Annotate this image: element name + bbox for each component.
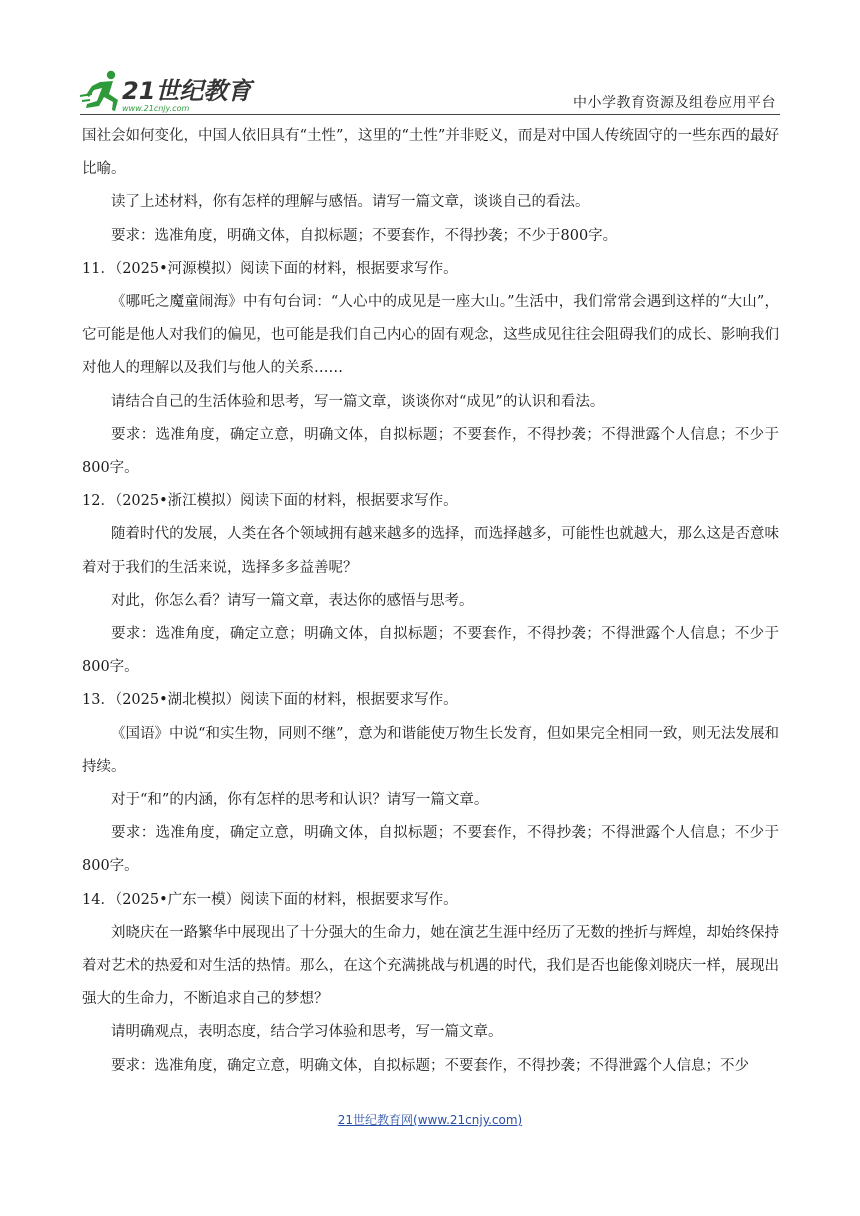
question-13-requirements: 要求：选准角度，确定立意，明确文体，自拟标题；不要套作，不得抄袭；不得泄露个人信息；不少于800字。	[82, 825, 779, 875]
platform-name: 中小学教育资源及组卷应用平台	[573, 95, 776, 111]
running-figure-icon	[80, 71, 118, 111]
question-11-material: 《哪吒之魔童闹海》中有句台词：“人心中的成见是一座大山。”生活中，我们常常会遇到这样的“大山”，它可能是他人对我们的偏见，也可能是我们自己内心的固有观念，这些成见往往会阻碍我们的成长、影响我们对他人的理解以及我们与他人的关系……	[82, 294, 779, 377]
footer-link[interactable]: 21世纪教育网(www.21cnjy.com)	[337, 1113, 523, 1127]
header-rule	[80, 114, 780, 115]
question-11-heading: 11．（2025•河源模拟）阅读下面的材料，根据要求写作。	[82, 260, 458, 277]
question-13-prompt: 对于“和”的内涵，你有怎样的思考和认识？请写一篇文章。	[111, 792, 489, 809]
question-14-material: 刘晓庆在一路繁华中展现出了十分强大的生命力，她在演艺生涯中经历了无数的挫折与辉煌，却始终保持着对艺术的热爱和对生活的热情。那么，在这个充满挑战与机遇的时代，我们是否也能像刘晓庆一样，展现出强大的生命力，不断追求自己的梦想？	[82, 924, 779, 1008]
question-12-heading: 12．（2025•浙江模拟）阅读下面的材料，根据要求写作。	[82, 493, 458, 510]
question-13-heading: 13．（2025•湖北模拟）阅读下面的材料，根据要求写作。	[82, 692, 458, 709]
page-header	[0, 0, 860, 118]
logo-url-text: www.21cnjy.com	[122, 104, 190, 113]
question-12-material: 随着时代的发展，人类在各个领域拥有越来越多的选择，而选择越多，可能性也就越大，那么这是否意味着对于我们的生活来说，选择多多益善呢？	[82, 526, 779, 576]
site-logo	[78, 66, 258, 116]
question-14-requirements: 要求：选准角度，确定立意，明确文体，自拟标题；不要套作，不得抄袭；不得泄露个人信息；不少	[111, 1057, 749, 1074]
logo-text: 21世纪教育	[122, 77, 252, 105]
question-11-prompt: 请结合自己的生活体验和思考，写一篇文章，谈谈你对“成见”的认识和看法。	[111, 393, 605, 410]
question-12-prompt: 对此，你怎么看？请写一篇文章，表达你的感悟与思考。	[111, 592, 474, 609]
question-14-prompt: 请明确观点，表明态度，结合学习体验和思考，写一篇文章。	[111, 1024, 503, 1041]
question-13-material: 《国语》中说“和实生物，同则不继”，意为和谐能使万物生长发育，但如果完全相同一致，则无法发展和持续。	[82, 725, 779, 775]
intro-requirements: 要求：选准角度，明确文体，自拟标题；不要套作，不得抄袭；不少于800字。	[111, 227, 618, 244]
document-body	[82, 120, 779, 1083]
question-12-requirements: 要求：选准角度，确定立意；明确文体，自拟标题；不要套作，不得抄袭；不得泄露个人信息；不少于800字。	[82, 626, 779, 676]
question-14-heading: 14．（2025•广东一模）阅读下面的材料，根据要求写作。	[82, 891, 458, 908]
question-11-requirements: 要求：选准角度，确定立意，明确文体，自拟标题；不要套作，不得抄袭；不得泄露个人信息；不少于800字。	[82, 426, 779, 477]
intro-material-continued: 国社会如何变化，中国人依旧具有“土性”，这里的“土性”并非贬义，而是对中国人传统固守的一些东西的最好比喻。	[82, 128, 779, 178]
intro-prompt: 读了上述材料，你有怎样的理解与感悟。请写一篇文章，谈谈自己的看法。	[111, 194, 590, 211]
